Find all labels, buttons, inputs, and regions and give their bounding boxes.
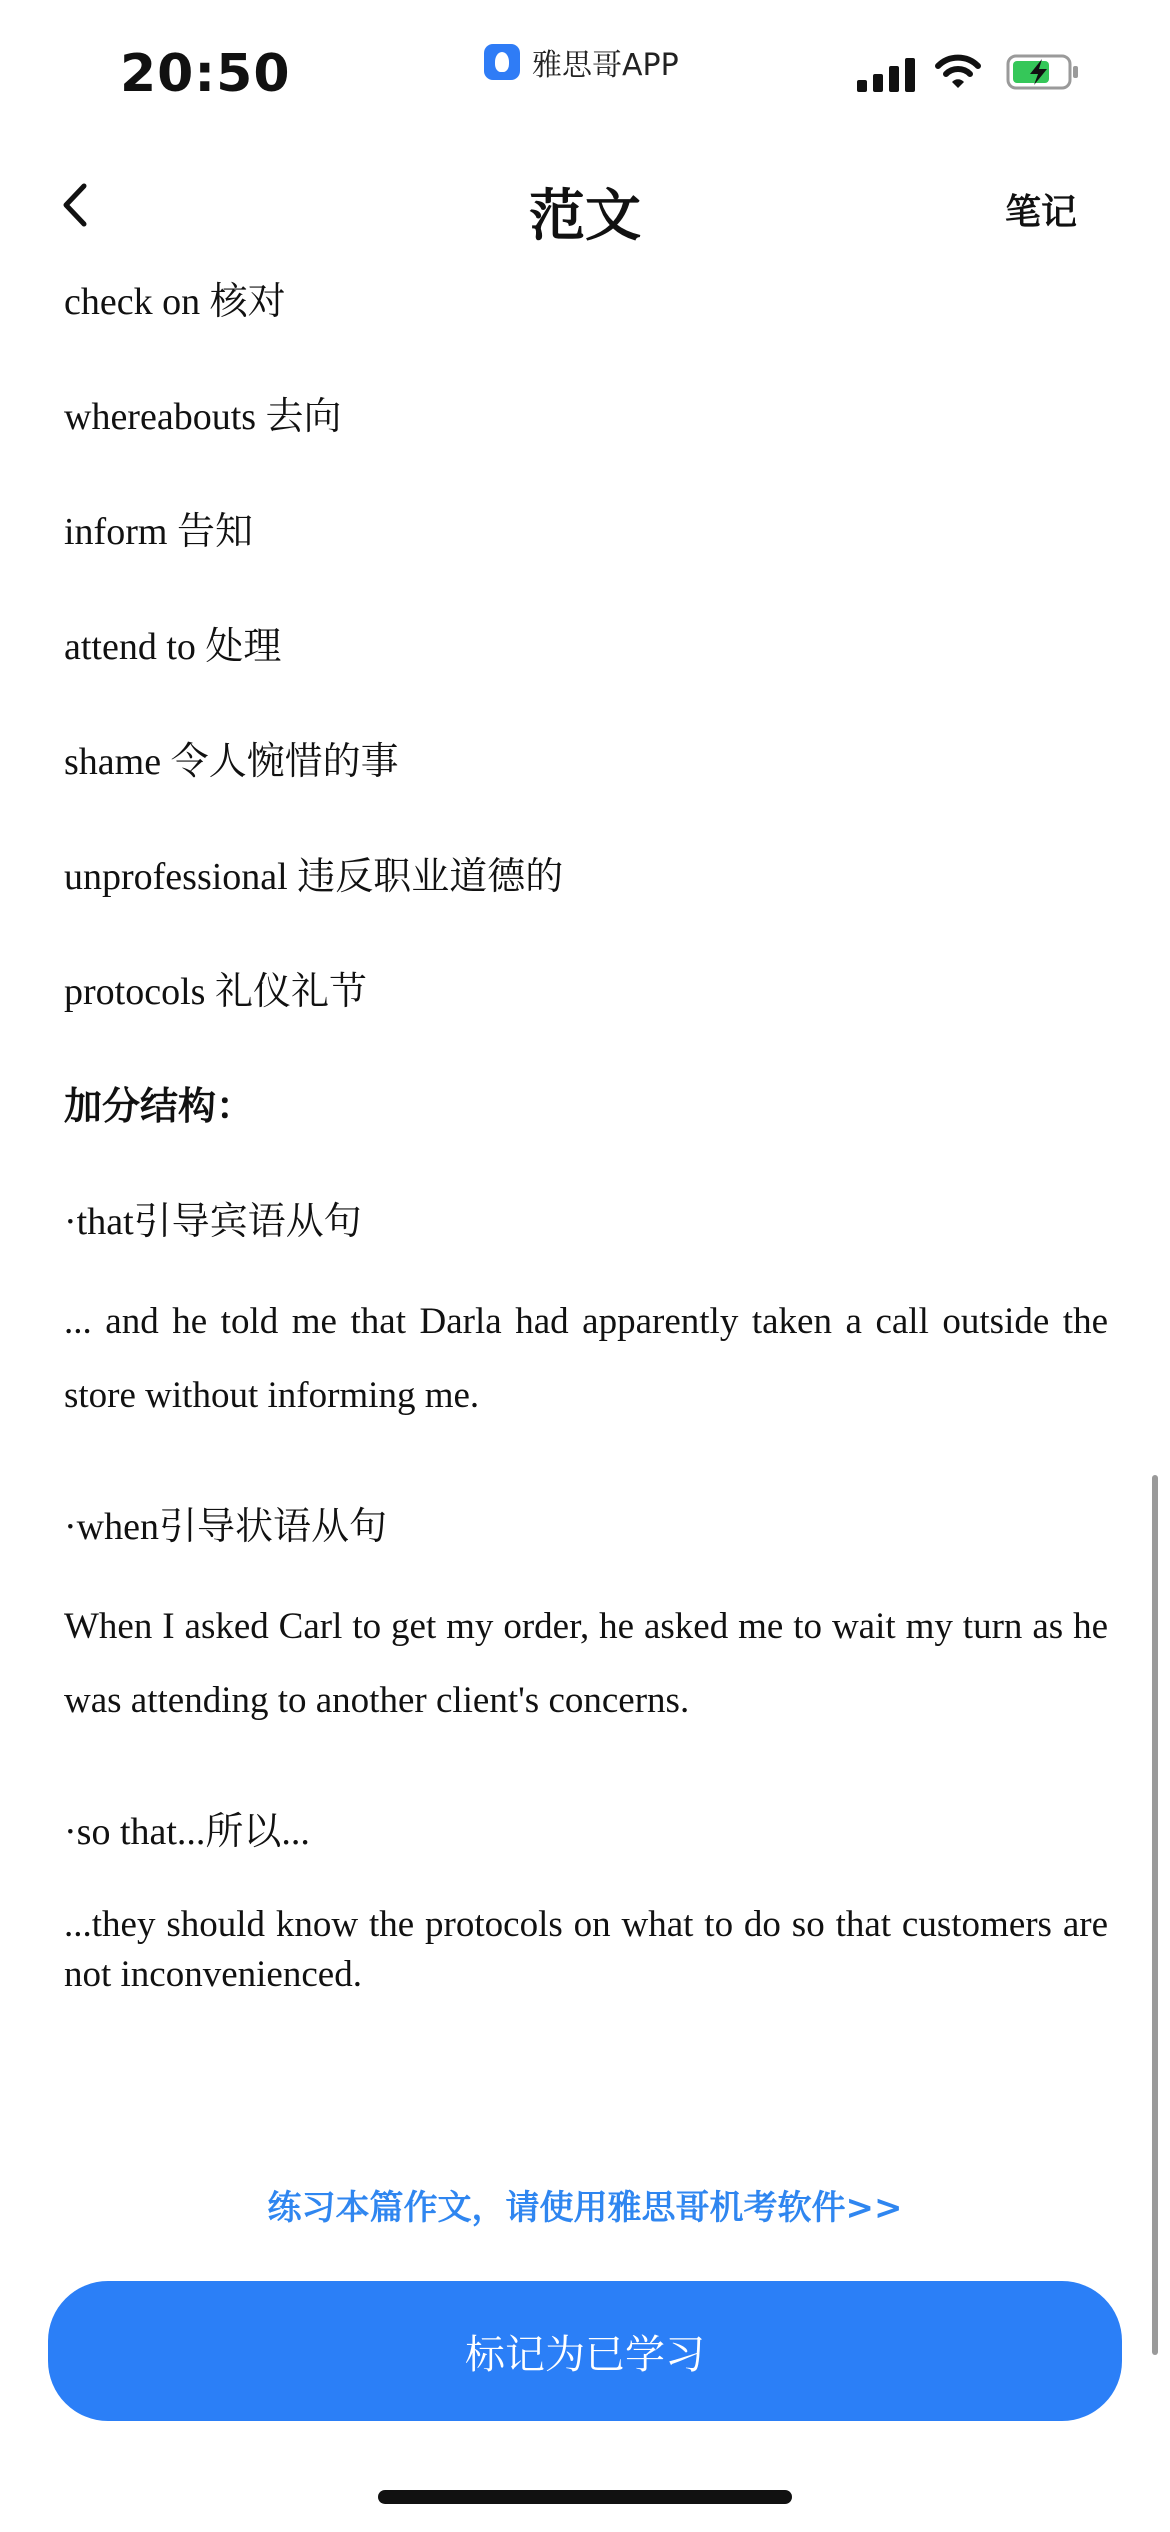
scrollbar[interactable] bbox=[1152, 1475, 1158, 2355]
vocab-item: unprofessional 违反职业道德的 bbox=[64, 854, 564, 898]
vocab-item: check on 核对 bbox=[64, 279, 286, 323]
cellular-signal-icon bbox=[857, 58, 915, 92]
structure-label: ·that引导宾语从句 bbox=[64, 1201, 362, 1243]
clock: 20:50 bbox=[120, 44, 291, 104]
wifi-icon bbox=[935, 54, 981, 90]
vocab-item: whereabouts 去向 bbox=[64, 394, 342, 438]
mark-as-learned-button[interactable]: 标记为已学习 bbox=[48, 2281, 1122, 2421]
vocab-item: shame 令人惋惜的事 bbox=[64, 739, 399, 783]
status-bar bbox=[0, 0, 1170, 140]
app-name: 雅思哥APP bbox=[532, 48, 679, 83]
structure-example: ...they should know the protocols on what to do so that customers are not inconvenienced. bbox=[64, 1904, 1108, 1995]
structure-label: ·so that...所以... bbox=[64, 1811, 310, 1853]
structure-example: ... and he told me that Darla had apparently taken a call outside the store without informing me. bbox=[64, 1301, 1108, 1416]
practice-software-link[interactable]: 练习本篇作文，请使用雅思哥机考软件>> bbox=[267, 2188, 903, 2228]
home-indicator bbox=[378, 2490, 792, 2504]
structure-label: ·when引导状语从句 bbox=[64, 1506, 387, 1548]
app-indicator bbox=[484, 40, 679, 84]
structure-example: When I asked Carl to get my order, he asked me to wait my turn as he was attending to another client's concerns. bbox=[64, 1606, 1108, 1721]
vocab-item: attend to 处理 bbox=[64, 624, 282, 668]
page-title: 范文 bbox=[529, 184, 641, 249]
vocab-item: inform 告知 bbox=[64, 509, 253, 553]
nav-bar bbox=[0, 170, 1170, 249]
battery-charging-icon bbox=[1006, 54, 1080, 90]
bonus-structures-heading: 加分结构： bbox=[64, 1084, 255, 1128]
app-logo-icon bbox=[484, 44, 520, 80]
notes-button[interactable]: 笔记 bbox=[1005, 192, 1078, 233]
vocab-item: protocols 礼仪礼节 bbox=[64, 969, 367, 1013]
